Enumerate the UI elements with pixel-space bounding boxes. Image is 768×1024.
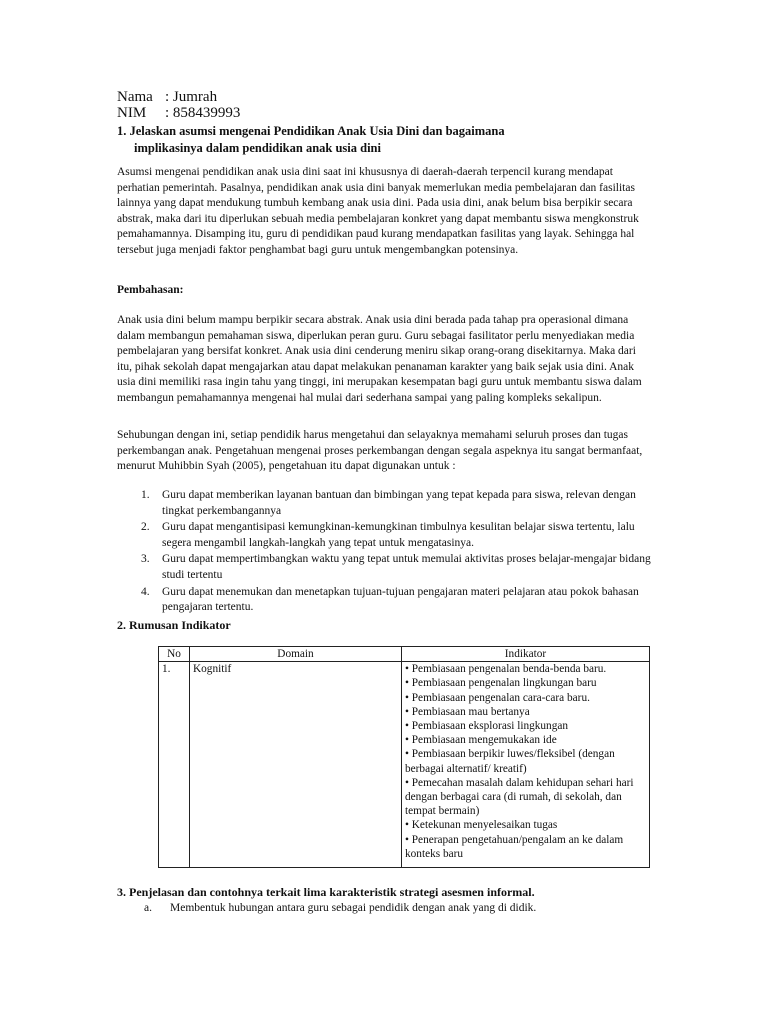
list-item: • Pembiasaan pengenalan cara-cara baru. [405,691,590,704]
name-value: : Jumrah [165,89,218,105]
intro-paragraph: Asumsi mengenai pendidikan anak usia dini saat ini khususnya di daerah-daerah terpencil kurang mendapat perhatian pemerintah. Pasalnya, pendidikan anak usia dini banyak memerlukan media pembelajaran dan fasilitas lainnya yang dapat mendukung tumbuh kembang anak usia dini. Pada usia dini, anak belum bisa berpikir secara abstrak, maka dari itu diperlukan sebuah media pembelajaran konkret yang dapat membantu siswa mengkonstruk pemahamannya. Disamping itu, guru di pendidikan paud kurang mendapatkan fasilitas yang layak. Sehingga hal tersebut juga menjadi faktor penghambat bagi guru untuk mengembangkan potensinya. [117,166,639,256]
nim-line [117,104,240,122]
cell-indikator [402,662,650,868]
list-item: • Pembiasaan pengenalan lingkungan baru [405,677,597,690]
indicator-table [158,646,650,868]
question-1-heading [117,123,677,157]
numbered-list [117,488,653,617]
list-item: 2. Guru dapat mengantisipasi kemungkinan-kemungkinan timbulnya kesulitan belajar siswa tertentu, lalu segera mengambil langkah-langkah yang tepat untuk mengatasinya. [141,521,635,549]
list-item: • Pemecahan masalah dalam kehidupan sehari hari dengan berbagai cara (di rumah, di sekolah, dan tempat bermain) [405,776,634,818]
column-header-no: No [159,647,190,662]
list-item: • Ketekunan menyelesaikan tugas [405,819,558,832]
alpha-list-item [117,902,657,914]
table-header-row [159,647,650,662]
section-3-heading: 3. Penjelasan dan contohnya terkait lima karakteristik strategi asesmen informal. [117,885,535,899]
list-item: • Pembiasaan eksplorasi lingkungan [405,720,569,733]
cell-domain: Kognitif [190,662,402,868]
list-item: 1. Guru dapat memberikan layanan bantuan dan bimbingan yang tepat kepada para siswa, relevan dengan tingkat perkembangannya [141,489,636,517]
section-2-heading: 2. Rumusan Indikator [117,618,231,632]
indicator-list [405,662,646,867]
table-row [159,662,650,868]
nim-label: NIM [117,105,147,121]
pembahasan-heading: Pembahasan: [117,284,184,296]
list-item: • Pembiasaan mengemukakan ide [405,734,557,747]
list-item: 4. Guru dapat menemukan dan menetapkan tujuan-tujuan pengajaran materi pelajaran atau pokok bahasan pengajaran tertentu. [141,585,639,614]
cell-no: 1. [159,662,190,868]
name-label: Nama [117,89,153,105]
question-1-line-2: implikasinya dalam pendidikan anak usia dini [134,141,381,155]
list-item: • Pembiasaan berpikir luwes/fleksibel (dengan berbagai alternatif/ kreatif) [405,748,615,775]
sehubungan-paragraph: Sehubungan dengan ini, setiap pendidik harus mengetahui dan selayaknya memahami seluruh proses dan tugas perkembangan anak. Pengetahuan mengenai proses perkembangan dengan segala aspeknya itu sangat bermanfaat, menurut Muhibbin Syah (2005), pengetahuan itu dapat digunakan untuk : [117,429,643,473]
pembahasan-paragraph: Anak usia dini belum mampu berpikir secara abstrak. Anak usia dini berada pada tahap pra operasional dimana dalam membangun pemahaman siswa, diperlukan peran guru. Guru sebagai fasilitator perlu menyediakan media pembelajaran yang bersifat konkret. Anak usia dini cenderung meniru sikap orang-orang disekitarnya. Maka dari itu, pihak sekolah dapat mengajarkan atau dapat melakukan penanaman karakter yang baik sejak usia dini. Anak usia dini memiliki rasa ingin tahu yang tinggi, ini merupakan kesempatan bagi guru untuk membantu siswa dalam membangun pemahamannya mengenai hal mulai dari sederhana sampai yang paling kompleks sekalipun. [117,314,642,404]
alpha-text: Membentuk hubungan antara guru sebagai pendidik dengan anak yang di didik. [170,902,537,914]
question-1-line-1: 1. Jelaskan asumsi mengenai Pendidikan Anak Usia Dini dan bagaimana [117,124,505,138]
column-header-indikator: Indikator [402,647,650,662]
list-item: 3. Guru dapat mempertimbangkan waktu yang tepat untuk memulai aktivitas proses belajar-mengajar bidang studi tertentu [141,553,651,581]
list-item: • Penerapan pengetahuan/pengalam an ke dalam konteks baru [405,833,624,860]
nim-value: : 858439993 [165,105,241,121]
list-item: • Pembiasaan mau bertanya [405,705,530,718]
list-item: • Pembiasaan pengenalan benda-benda baru. [405,663,607,676]
alpha-letter: a. [144,902,152,914]
column-header-domain: Domain [190,647,402,662]
